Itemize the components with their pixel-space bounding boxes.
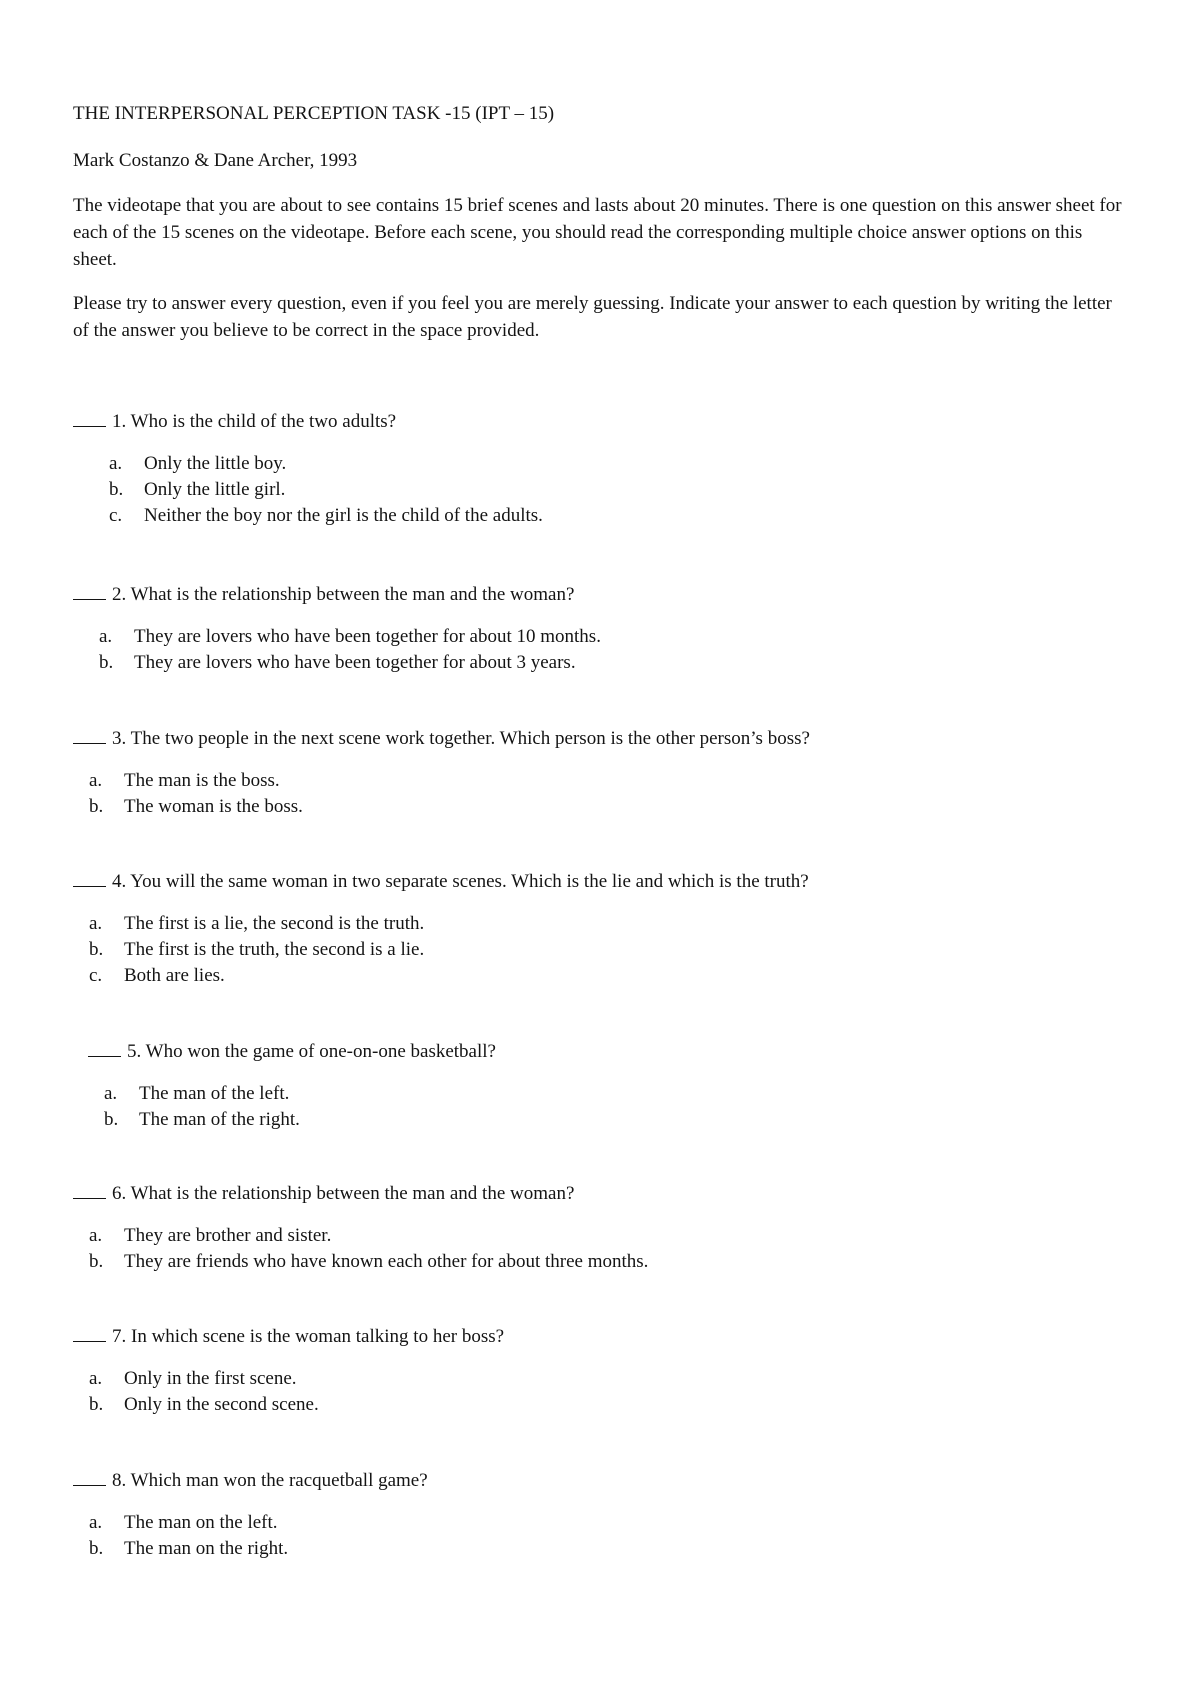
option-text: The man on the right. <box>124 1538 289 1559</box>
option-text: The man on the left. <box>124 1512 278 1533</box>
question-text: 2. What is the relationship between the man and the woman? <box>112 584 575 605</box>
option-item <box>89 1510 428 1536</box>
option-item <box>89 1366 504 1392</box>
option-letter: b. <box>109 479 124 500</box>
option-text: The first is the truth, the second is a lie. <box>124 939 425 960</box>
option-letter: c. <box>109 505 123 526</box>
answer-blank-4[interactable] <box>73 868 106 887</box>
option-item <box>89 794 810 820</box>
option-item <box>89 937 809 963</box>
option-item <box>109 477 543 503</box>
intro-paragraph-1: The videotape that you are about to see contains 15 brief scenes and lasts about 20 minutes. There is one question on this answer sheet for each of the 15 scenes on the videotape. Before each scene, you should read the corresponding multiple choice answer options on this sheet. <box>73 195 1122 270</box>
option-list <box>89 911 809 989</box>
option-letter: a. <box>89 770 103 791</box>
option-letter: a. <box>109 453 123 474</box>
option-list <box>99 624 601 676</box>
option-text: Only in the second scene. <box>124 1394 319 1415</box>
option-item <box>109 451 543 477</box>
option-list <box>89 768 810 820</box>
option-item <box>109 503 543 529</box>
option-text: The man of the right. <box>139 1109 300 1130</box>
option-item <box>89 1249 648 1275</box>
option-text: The woman is the boss. <box>124 796 303 817</box>
option-text: Both are lies. <box>124 965 225 986</box>
option-text: Only in the first scene. <box>124 1368 297 1389</box>
option-text: They are lovers who have been together for about 3 years. <box>134 652 576 673</box>
option-item <box>89 768 810 794</box>
question-8 <box>73 1467 428 1562</box>
answer-blank-8[interactable] <box>73 1467 106 1486</box>
question-text: 7. In which scene is the woman talking to her boss? <box>112 1326 505 1347</box>
option-item <box>89 1536 428 1562</box>
option-letter: b. <box>89 1538 104 1559</box>
question-5 <box>88 1038 496 1133</box>
option-text: Only the little boy. <box>144 453 287 474</box>
option-text: They are lovers who have been together for about 10 months. <box>134 626 601 647</box>
option-item <box>89 911 809 937</box>
answer-blank-7[interactable] <box>73 1323 106 1342</box>
question-text: 6. What is the relationship between the man and the woman? <box>112 1183 575 1204</box>
option-letter: b. <box>89 1394 104 1415</box>
option-item <box>99 624 601 650</box>
option-letter: a. <box>89 1225 103 1246</box>
option-item <box>104 1107 496 1133</box>
question-2 <box>73 581 601 676</box>
document-title: THE INTERPERSONAL PERCEPTION TASK -15 (IPT – 15) <box>73 103 555 124</box>
option-list <box>104 1081 496 1133</box>
option-item <box>104 1081 496 1107</box>
option-letter: c. <box>89 965 103 986</box>
question-7 <box>73 1323 504 1418</box>
option-text: Neither the boy nor the girl is the child of the adults. <box>144 505 543 526</box>
answer-blank-1[interactable] <box>73 408 106 427</box>
question-3 <box>73 725 810 820</box>
option-letter: a. <box>99 626 113 647</box>
option-letter: a. <box>104 1083 118 1104</box>
option-item <box>89 1392 504 1418</box>
question-text: 3. The two people in the next scene work together. Which person is the other person’s boss? <box>112 728 810 749</box>
answer-blank-6[interactable] <box>73 1180 106 1199</box>
option-text: The man of the left. <box>139 1083 290 1104</box>
option-list <box>89 1510 428 1562</box>
option-text: They are friends who have known each other for about three months. <box>124 1251 649 1272</box>
option-letter: b. <box>99 652 114 673</box>
option-item <box>99 650 601 676</box>
option-item <box>89 963 809 989</box>
answer-blank-3[interactable] <box>73 725 106 744</box>
option-text: They are brother and sister. <box>124 1225 332 1246</box>
question-text: 5. Who won the game of one-on-one basketball? <box>127 1041 496 1062</box>
option-list <box>89 1223 648 1275</box>
question-text: 1. Who is the child of the two adults? <box>112 411 397 432</box>
author-line: Mark Costanzo & Dane Archer, 1993 <box>73 150 358 171</box>
answer-blank-2[interactable] <box>73 581 106 600</box>
answer-blank-5[interactable] <box>88 1038 121 1057</box>
option-item <box>89 1223 648 1249</box>
option-text: Only the little girl. <box>144 479 286 500</box>
question-text: 4. You will the same woman in two separate scenes. Which is the lie and which is the truth? <box>112 871 809 892</box>
option-letter: b. <box>104 1109 119 1130</box>
option-letter: a. <box>89 1512 103 1533</box>
option-text: The first is a lie, the second is the truth. <box>124 913 425 934</box>
option-letter: a. <box>89 913 103 934</box>
option-letter: b. <box>89 796 104 817</box>
option-text: The man is the boss. <box>124 770 280 791</box>
question-text: 8. Which man won the racquetball game? <box>112 1470 428 1491</box>
option-list <box>109 451 543 529</box>
option-letter: b. <box>89 1251 104 1272</box>
option-list <box>89 1366 504 1418</box>
intro-paragraph-2: Please try to answer every question, even if you feel you are merely guessing. Indicate your answer to each question by writing the letter of the answer you believe to be correct in the space provided. <box>73 293 1112 341</box>
question-1 <box>73 408 543 529</box>
question-6 <box>73 1180 648 1275</box>
option-letter: b. <box>89 939 104 960</box>
option-letter: a. <box>89 1368 103 1389</box>
question-4 <box>73 868 809 989</box>
